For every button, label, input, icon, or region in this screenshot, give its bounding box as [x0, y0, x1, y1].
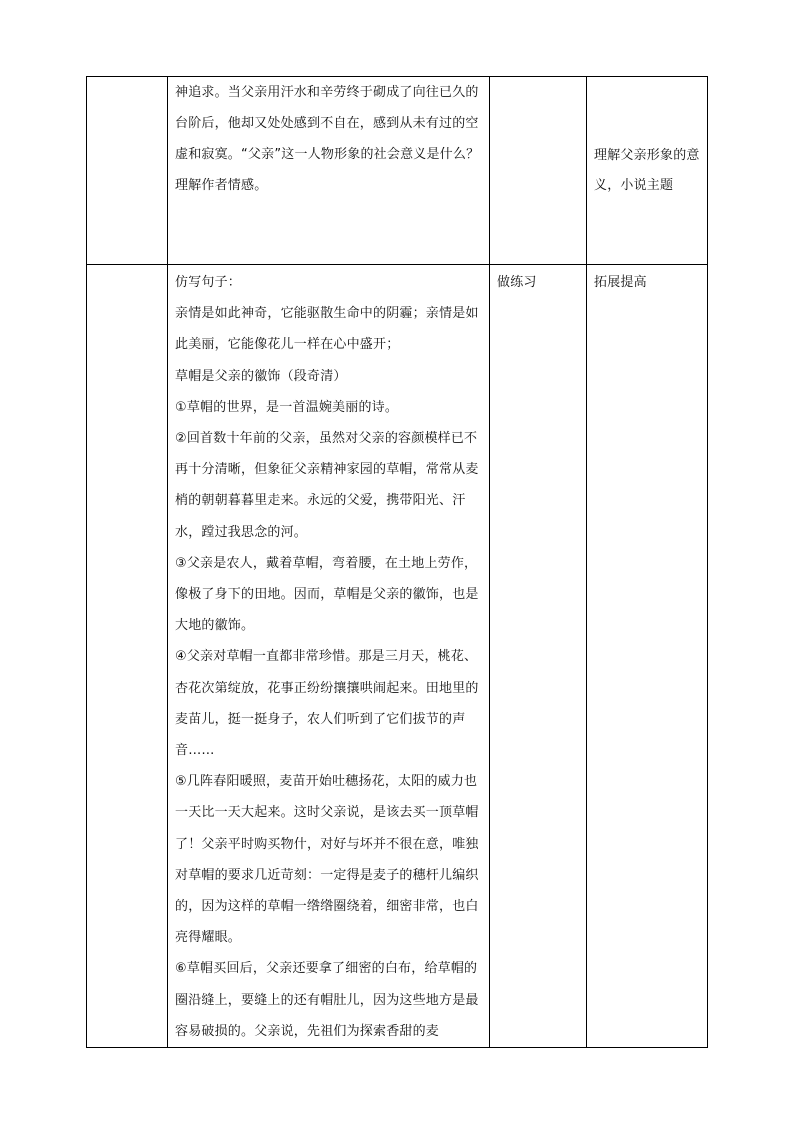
table-cell-empty [87, 265, 168, 1048]
lesson-plan-table [86, 76, 708, 1048]
table-cell-content [168, 77, 490, 265]
table-cell-activity: 做练习 [490, 265, 587, 1048]
table-cell-activity [490, 77, 587, 265]
content-paragraph: ⑤几阵春阳暖照，麦苗开始吐穗扬花，太阳的威力也一天比一天大起来。这时父亲说，是该去买一顶草帽了！父亲平时购买物什，对好与坏并不很在意，唯独对草帽的要求几近苛刻：一定得是麦子的穗杆儿编织的，因为这样的草帽一绺绺圈绕着，细密非常，也白亮得耀眼。 [175, 774, 479, 946]
table-cell-purpose: 拓展提高 [587, 265, 708, 1048]
table-row [87, 265, 708, 1048]
content-paragraph: ③父亲是农人，戴着草帽，弯着腰，在土地上劳作，像极了身下的田地。因而，草帽是父亲的徽饰，也是大地的徽饰。 [175, 555, 479, 634]
content-paragraph: ②回首数十年前的父亲，虽然对父亲的容颜模样已不再十分清晰，但象征父亲精神家园的草帽，常常从麦梢的朝朝暮暮里走来。永远的父爱，携带阳光、汗水，蹚过我思念的河。 [175, 431, 479, 540]
content-paragraph: 亲情是如此神奇，它能驱散生命中的阴霾；亲情是如此美丽，它能像花儿一样在心中盛开； [175, 306, 479, 353]
content-paragraph: ④父亲对草帽一直都非常珍惜。那是三月天，桃花、杏花次第绽放，花事正纷纷攘攘哄闹起来。田地里的麦苗儿，挺一挺身子，农人们听到了它们拔节的声音…… [175, 649, 479, 759]
table-cell-content [168, 265, 490, 1048]
content-paragraph: ⑥草帽买回后，父亲还要拿了细密的白布，给草帽的圈沿缝上，要缝上的还有帽肚儿，因为这些地方是最容易破损的。父亲说，先祖们为探索香甜的麦 [175, 961, 479, 1039]
content-paragraph: ①草帽的世界，是一首温婉美丽的诗。 [175, 399, 399, 415]
table-row [87, 77, 708, 265]
content-paragraph: 草帽是父亲的徽饰（段奇清） [175, 368, 347, 384]
content-paragraph: 仿写句子： [175, 275, 242, 290]
table-cell-empty [87, 77, 168, 265]
content-paragraph: 理解作者情感。 [175, 178, 268, 193]
table-cell-purpose: 理解父亲形象的意义，小说主题 [587, 77, 708, 265]
content-paragraph: 神追求。当父亲用汗水和辛劳终于砌成了向往已久的台阶后，他却又处处感到不自在，感到从未有过的空虚和寂寞。“父亲”这一人物形象的社会意义是什么？ [175, 85, 480, 162]
